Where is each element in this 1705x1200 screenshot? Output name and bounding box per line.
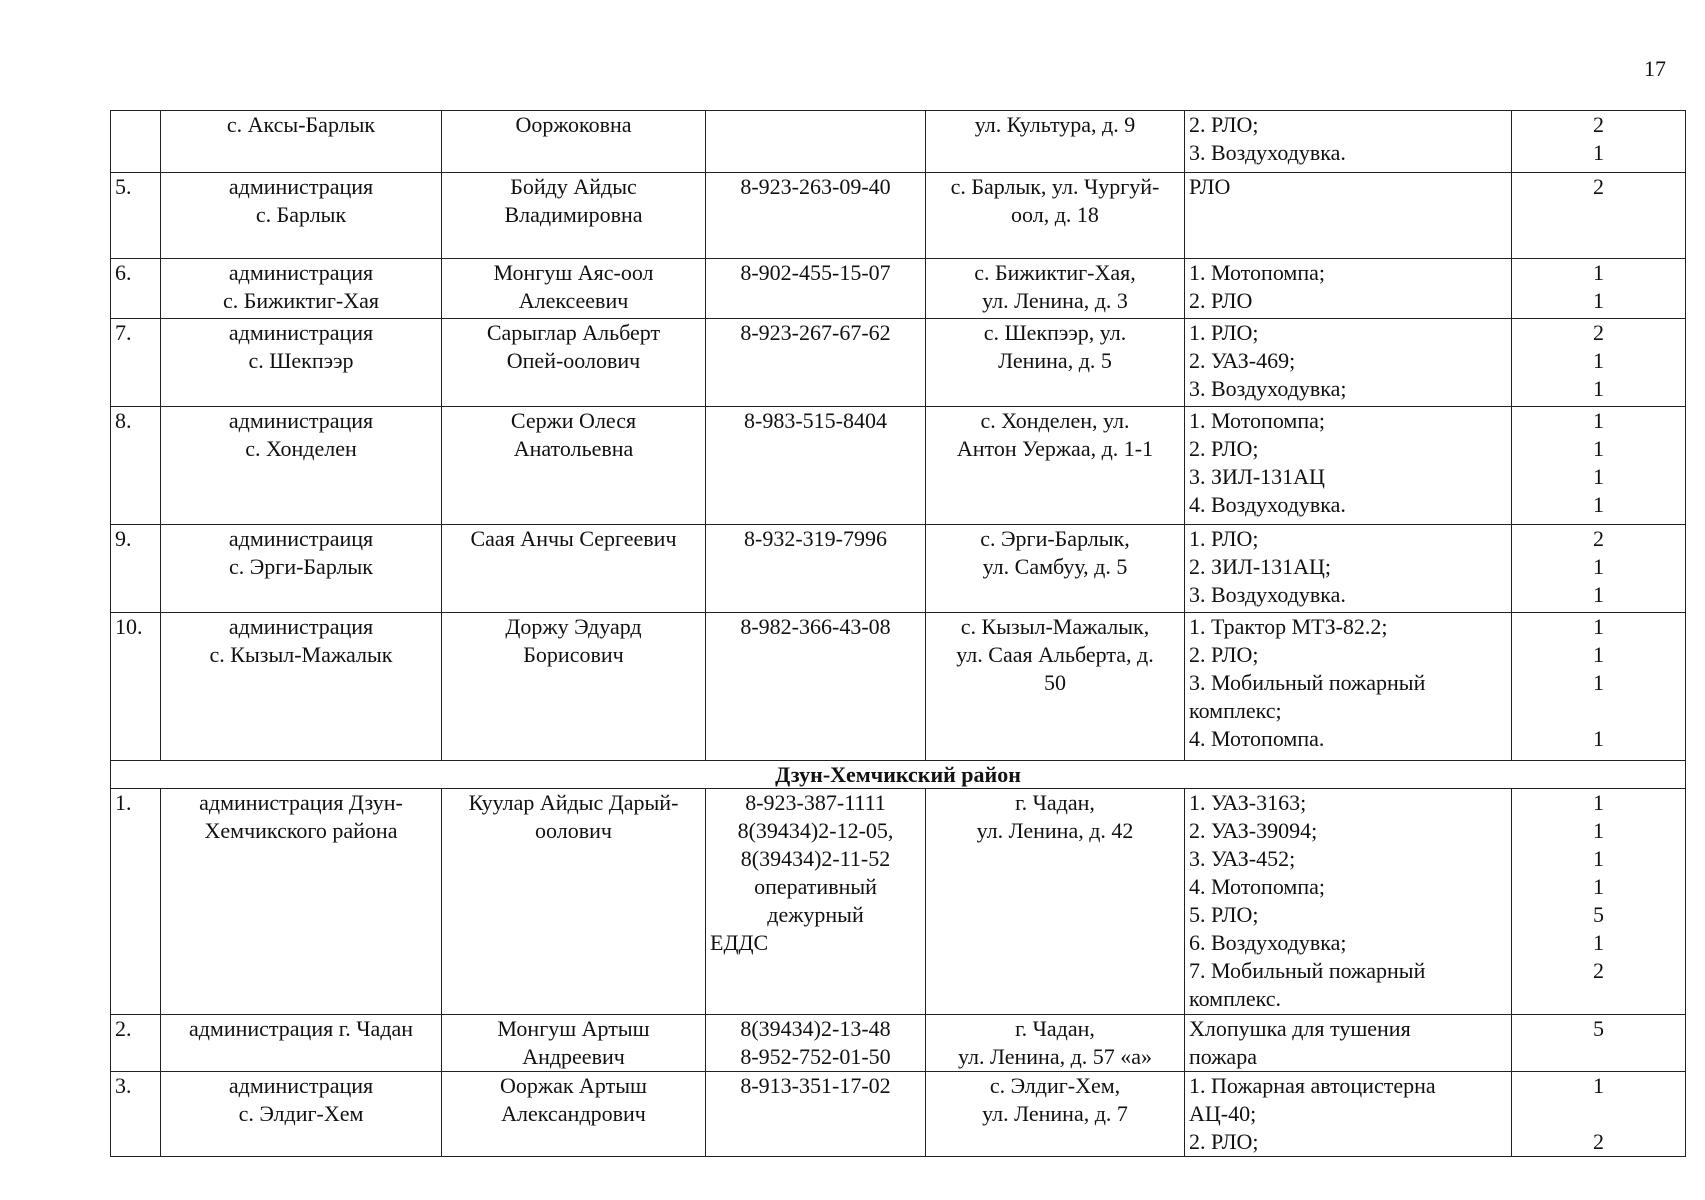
head-name-cell-line: Сарыглар Альберт	[486, 320, 661, 345]
quantity-cell-line: 1	[1593, 376, 1604, 401]
quantity-cell	[1512, 111, 1686, 173]
head-name-cell-line: Опей-оолович	[506, 348, 641, 373]
quantity-cell-line: 5	[1593, 902, 1604, 927]
organization-cell	[161, 111, 442, 173]
organization-cell-line: администрация	[228, 1073, 374, 1098]
head-name-cell-line: Куулар Айдыс Дарый-	[468, 790, 679, 815]
equipment-cell	[1185, 319, 1512, 407]
address-cell-line: ул. Ленина, д. 3	[982, 288, 1128, 313]
address-cell-line: ул. Культура, д. 9	[974, 112, 1136, 137]
equipment-cell-line: 2. РЛО	[1189, 288, 1253, 313]
head-name-cell-line: Бойду Айдыс	[510, 174, 637, 199]
quantity-cell	[1512, 613, 1686, 761]
organization-cell-line: администрация Дзун-	[199, 790, 403, 815]
head-name-cell	[442, 173, 706, 259]
organization-cell-line: с. Бижиктиг-Хая	[222, 288, 380, 313]
organization-cell-line: с. Элдиг-Хем	[238, 1101, 364, 1126]
equipment-cell-line: РЛО	[1189, 174, 1231, 199]
equipment-cell-line: 3. Воздуходувка.	[1189, 582, 1346, 607]
organization-cell-line: с. Кызыл-Мажалык	[209, 642, 393, 667]
address-cell-line: с. Бижиктиг-Хая,	[974, 260, 1136, 285]
table-row	[111, 613, 1686, 761]
table-row	[111, 525, 1686, 613]
organization-cell	[161, 1015, 442, 1072]
equipment-cell	[1185, 613, 1512, 761]
head-name-cell	[442, 613, 706, 761]
organization-cell	[161, 789, 442, 1015]
organization-cell	[161, 525, 442, 613]
table-row	[111, 259, 1686, 319]
organization-cell-line: с. Шекпээр	[248, 348, 354, 373]
organization-cell-line: Хемчикского района	[204, 818, 398, 843]
organization-cell-line: администрация	[228, 408, 374, 433]
address-cell-line: с. Элдиг-Хем,	[989, 1073, 1121, 1098]
quantity-cell-line: 1	[1593, 582, 1604, 607]
phone-cell	[706, 1015, 926, 1072]
table-row	[111, 1015, 1686, 1072]
head-name-cell-line: Андреевич	[522, 1044, 625, 1069]
organization-cell-line: администрация	[228, 174, 374, 199]
equipment-cell-line: 2. РЛО;	[1189, 436, 1259, 461]
address-cell-line: г. Чадан,	[1015, 790, 1095, 815]
address-cell	[926, 525, 1185, 613]
quantity-cell-line: 1	[1593, 930, 1604, 955]
equipment-cell-line: 1. УАЗ-3163;	[1189, 790, 1307, 815]
organization-cell-line: администрация	[228, 260, 374, 285]
equipment-cell-line: 6. Воздуходувка;	[1189, 930, 1347, 955]
equipment-cell-line: 3. ЗИЛ-131АЦ	[1189, 464, 1325, 489]
head-name-cell	[442, 1015, 706, 1072]
quantity-cell-line	[1516, 697, 1681, 725]
quantity-cell-line: 1	[1593, 790, 1604, 815]
head-name-cell-line: Александрович	[501, 1101, 646, 1126]
page-number: 17	[1644, 56, 1666, 81]
address-cell-line: ул. Самбуу, д. 5	[982, 554, 1128, 579]
quantity-cell	[1512, 259, 1686, 319]
equipment-cell	[1185, 407, 1512, 525]
head-name-cell	[442, 111, 706, 173]
phone-cell-line: 8-923-263-09-40	[740, 174, 891, 199]
address-cell-line: ул. Саая Альберта, д.	[956, 642, 1154, 667]
table-row	[111, 789, 1686, 1015]
address-cell-line: г. Чадан,	[1015, 1016, 1095, 1041]
quantity-cell-line: 1	[1593, 140, 1604, 165]
equipment-cell	[1185, 173, 1512, 259]
equipment-cell-line: 1. Мотопомпа;	[1189, 408, 1325, 433]
phone-cell-line: оперативный	[754, 874, 877, 899]
organization-cell	[161, 259, 442, 319]
equipment-cell	[1185, 525, 1512, 613]
section-title: Дзун-Хемчикский район	[111, 761, 1686, 789]
quantity-cell-line: 1	[1593, 408, 1604, 433]
row-number: 1.	[111, 789, 161, 1015]
equipment-cell-line: пожара	[1189, 1044, 1257, 1069]
table-row	[111, 407, 1686, 525]
equipment-cell-line: 3. Мобильный пожарный	[1189, 670, 1426, 695]
quantity-cell-line: 1	[1593, 874, 1604, 899]
head-name-cell	[442, 259, 706, 319]
organization-cell-line: администрация г. Чадан	[188, 1016, 414, 1041]
row-number: 3.	[111, 1072, 161, 1157]
quantity-cell-line	[1516, 1100, 1681, 1128]
head-name-cell-line: Сержи Олеся	[510, 408, 637, 433]
head-name-cell	[442, 407, 706, 525]
quantity-cell-line: 1	[1593, 260, 1604, 285]
phone-cell-line: 8-923-267-67-62	[740, 320, 891, 345]
phone-cell-line: 8-913-351-17-02	[740, 1073, 891, 1098]
phone-cell-line: ЕДДС	[710, 930, 769, 955]
address-cell-line: с. Шекпээр, ул.	[983, 320, 1127, 345]
phone-cell-line: 8-982-366-43-08	[740, 614, 891, 639]
phone-cell	[706, 259, 926, 319]
head-name-cell	[442, 525, 706, 613]
row-number: 6.	[111, 259, 161, 319]
address-cell-line: ул. Ленина, д. 42	[976, 818, 1134, 843]
equipment-cell-line: 3. Воздуходувка;	[1189, 376, 1347, 401]
quantity-cell-line: 1	[1593, 1073, 1604, 1098]
organization-cell	[161, 173, 442, 259]
quantity-cell-line: 1	[1593, 348, 1604, 373]
table-row	[111, 111, 1686, 173]
address-cell	[926, 1072, 1185, 1157]
quantity-cell-line: 2	[1593, 958, 1604, 983]
quantity-cell-line: 2	[1593, 320, 1604, 345]
equipment-cell-line: комплекс;	[1189, 698, 1282, 723]
phone-cell	[706, 319, 926, 407]
row-number: 9.	[111, 525, 161, 613]
address-cell-line: с. Эрги-Барлык,	[980, 526, 1130, 551]
table-row	[111, 319, 1686, 407]
head-name-cell-line: Владимировна	[504, 202, 643, 227]
address-cell	[926, 789, 1185, 1015]
phone-cell	[706, 525, 926, 613]
quantity-cell-line: 2	[1593, 112, 1604, 137]
quantity-cell-line: 1	[1593, 726, 1604, 751]
phone-cell	[706, 613, 926, 761]
quantity-cell-line: 1	[1593, 554, 1604, 579]
row-number: 7.	[111, 319, 161, 407]
address-cell-line: с. Кызыл-Мажалык,	[960, 614, 1150, 639]
equipment-cell-line: 3. Воздуходувка.	[1189, 140, 1346, 165]
quantity-cell-line: 1	[1593, 436, 1604, 461]
head-name-cell-line: Алексеевич	[518, 288, 629, 313]
quantity-cell	[1512, 525, 1686, 613]
equipment-cell-line: 1. Пожарная автоцистерна	[1189, 1073, 1436, 1098]
address-cell	[926, 111, 1185, 173]
quantity-cell	[1512, 407, 1686, 525]
organization-cell-line: администраиця	[228, 526, 374, 551]
phone-cell	[706, 173, 926, 259]
head-name-cell	[442, 789, 706, 1015]
row-number: 8.	[111, 407, 161, 525]
head-name-cell-line: Монгуш Аяс-оол	[493, 260, 654, 285]
equipment-cell-line: 2. ЗИЛ-131АЦ;	[1189, 554, 1332, 579]
equipment-cell-line: АЦ-40;	[1189, 1101, 1257, 1126]
address-cell-line: ул. Ленина, д. 57 «а»	[957, 1044, 1153, 1069]
equipment-cell-line: 1. РЛО;	[1189, 320, 1259, 345]
phone-cell	[706, 111, 926, 173]
equipment-cell-line: 1. Трактор МТЗ-82.2;	[1189, 614, 1388, 639]
address-cell-line: с. Барлык, ул. Чургуй-	[950, 174, 1160, 199]
organization-cell-line: с. Эрги-Барлык	[229, 554, 373, 579]
phone-cell-line: 8-952-752-01-50	[740, 1044, 891, 1069]
head-name-cell	[442, 1072, 706, 1157]
row-number: 2.	[111, 1015, 161, 1072]
address-cell	[926, 259, 1185, 319]
quantity-cell	[1512, 1072, 1686, 1157]
equipment-cell-line: 2. РЛО;	[1189, 1129, 1259, 1154]
quantity-cell	[1512, 1015, 1686, 1072]
quantity-cell-line: 1	[1593, 670, 1604, 695]
equipment-cell	[1185, 111, 1512, 173]
quantity-cell-line: 1	[1593, 818, 1604, 843]
phone-cell-line: 8-923-387-1111	[745, 790, 886, 815]
equipment-cell-line: 5. РЛО;	[1189, 902, 1259, 927]
organization-cell-line: администрация	[228, 320, 374, 345]
equipment-cell	[1185, 259, 1512, 319]
row-number	[111, 111, 161, 173]
head-name-cell-line: Ооржак Артыш	[500, 1073, 647, 1098]
phone-cell-line: 8(39434)2-11-52	[740, 846, 891, 871]
head-name-cell-line: Борисович	[523, 642, 624, 667]
organization-cell	[161, 319, 442, 407]
organization-cell-line: администрация	[228, 614, 374, 639]
equipment-cell-line: Хлопушка для тушения	[1189, 1016, 1411, 1041]
address-cell	[926, 407, 1185, 525]
phone-cell-line: 8-983-515-8404	[744, 408, 887, 433]
quantity-cell-line: 1	[1593, 642, 1604, 667]
equipment-cell-line: 2. УАЗ-469;	[1189, 348, 1296, 373]
organization-cell-line: с. Хонделен	[245, 436, 357, 461]
head-name-cell-line: Саая Анчы Сергеевич	[470, 526, 677, 551]
equipment-cell	[1185, 789, 1512, 1015]
quantity-cell-line: 1	[1593, 492, 1604, 517]
quantity-cell-line: 5	[1593, 1016, 1604, 1041]
quantity-cell-line: 1	[1593, 614, 1604, 639]
equipment-cell-line: 4. Мотопомпа;	[1189, 874, 1325, 899]
equipment-cell	[1185, 1015, 1512, 1072]
quantity-cell-line: 1	[1593, 846, 1604, 871]
quantity-cell-line: 2	[1593, 1129, 1604, 1154]
organization-cell	[161, 1072, 442, 1157]
phone-cell-line: 8-932-319-7996	[744, 526, 887, 551]
address-cell-line: ул. Ленина, д. 7	[982, 1101, 1128, 1126]
table-row	[111, 1072, 1686, 1157]
address-cell	[926, 1015, 1185, 1072]
equipment-cell-line: комплекс.	[1189, 986, 1281, 1011]
phone-cell	[706, 789, 926, 1015]
head-name-cell-line: Ооржоковна	[515, 112, 632, 137]
equipment-cell-line: 2. УАЗ-39094;	[1189, 818, 1318, 843]
quantity-cell	[1512, 319, 1686, 407]
phone-cell-line: 8-902-455-15-07	[740, 260, 891, 285]
phone-cell	[706, 407, 926, 525]
address-cell	[926, 613, 1185, 761]
equipment-cell-line: 3. УАЗ-452;	[1189, 846, 1296, 871]
quantity-cell-line: 2	[1593, 174, 1604, 199]
equipment-cell-line: 2. РЛО;	[1189, 112, 1259, 137]
phone-cell	[706, 1072, 926, 1157]
equipment-cell-line: 4. Мотопомпа.	[1189, 726, 1325, 751]
phone-cell-line: дежурный	[767, 902, 864, 927]
phone-cell-line: 8(39434)2-12-05,	[737, 818, 894, 843]
quantity-cell	[1512, 789, 1686, 1015]
quantity-cell-line: 1	[1593, 288, 1604, 313]
organization-cell	[161, 613, 442, 761]
address-cell-line: Антон Уержаа, д. 1-1	[956, 436, 1154, 461]
head-name-cell-line: Доржу Эдуард	[505, 614, 642, 639]
equipment-cell-line: 4. Воздуходувка.	[1189, 492, 1346, 517]
address-cell-line: оол, д. 18	[1011, 202, 1099, 227]
equipment-cell-line: 1. Мотопомпа;	[1189, 260, 1325, 285]
quantity-cell-line: 1	[1593, 464, 1604, 489]
head-name-cell-line: оолович	[535, 818, 612, 843]
equipment-cell-line: 7. Мобильный пожарный	[1189, 958, 1426, 983]
organization-cell	[161, 407, 442, 525]
head-name-cell-line: Монгуш Артыш	[497, 1016, 650, 1041]
row-number: 5.	[111, 173, 161, 259]
address-cell	[926, 173, 1185, 259]
address-cell-line: 50	[1044, 670, 1066, 695]
quantity-cell-line	[1516, 985, 1681, 1013]
equipment-table	[110, 110, 1686, 1157]
equipment-cell-line: 1. РЛО;	[1189, 526, 1259, 551]
equipment-cell-line: 2. РЛО;	[1189, 642, 1259, 667]
address-cell-line: с. Хонделен, ул.	[980, 408, 1130, 433]
organization-cell-line: с. Аксы-Барлык	[226, 112, 376, 137]
address-cell-line: Ленина, д. 5	[998, 348, 1112, 373]
section-header-row	[111, 761, 1686, 789]
head-name-cell	[442, 319, 706, 407]
quantity-cell-line: 2	[1593, 526, 1604, 551]
organization-cell-line: с. Барлык	[255, 202, 347, 227]
phone-cell-line: 8(39434)2-13-48	[740, 1016, 891, 1041]
equipment-cell	[1185, 1072, 1512, 1157]
row-number: 10.	[111, 613, 161, 761]
quantity-cell	[1512, 173, 1686, 259]
address-cell	[926, 319, 1185, 407]
table-row	[111, 173, 1686, 259]
head-name-cell-line: Анатольевна	[513, 436, 634, 461]
